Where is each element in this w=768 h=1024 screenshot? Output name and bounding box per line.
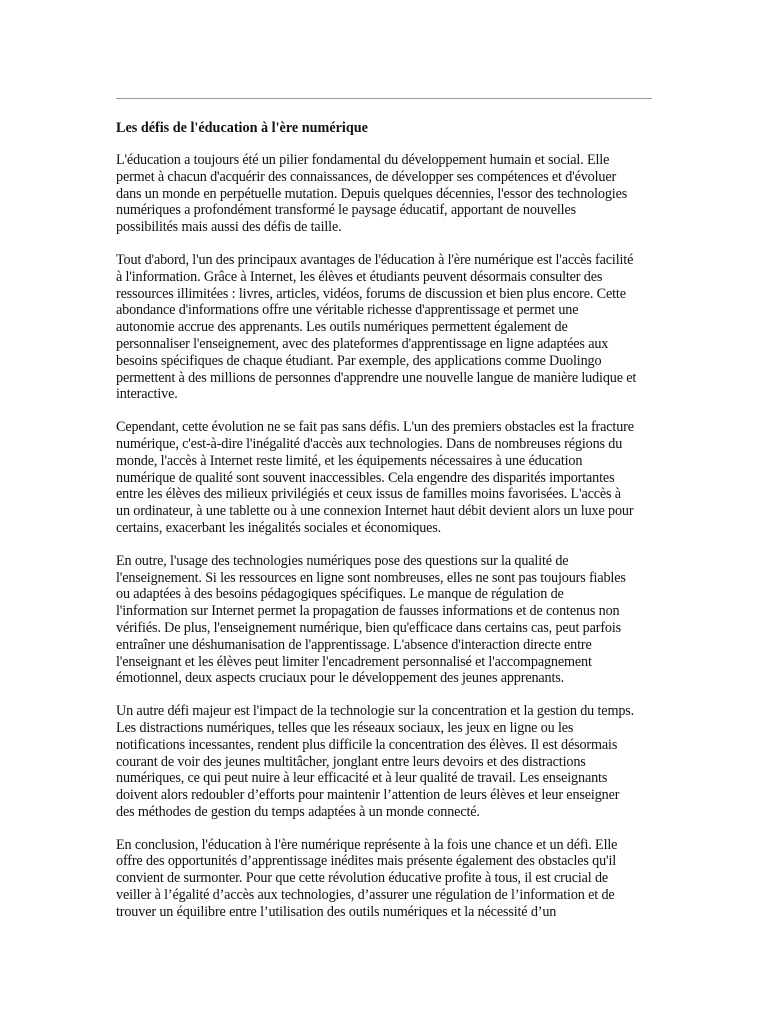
text-line: l'enseignant et les élèves peut limiter l'encadrement personnalisé et l'accompagnement	[116, 653, 592, 670]
text-line: permet à chacun d'acquérir des connaissances, de développer ses compétences et d'évoluer	[116, 168, 617, 185]
text-line: En outre, l'usage des technologies numériques pose des questions sur la qualité de	[116, 552, 569, 569]
text-line: certains, exacerbant les inégalités sociales et économiques.	[116, 519, 442, 536]
top-divider	[116, 98, 652, 99]
paragraph-2	[116, 252, 656, 403]
text-line: personnaliser l'enseignement, avec des plateformes d'apprentissage en ligne adaptées aux	[116, 335, 609, 352]
text-line: entre les élèves des milieux privilégiés et ceux issus de familles moins favorisées. L'accès à	[116, 486, 621, 503]
paragraph-4	[116, 553, 656, 687]
text-line: autonomie accrue des apprenants. Les outils numériques permettent également de	[116, 319, 568, 336]
text-line: permettent à des millions de personnes d'apprendre une nouvelle langue de manière ludique et	[116, 369, 637, 386]
text-line: courant de voir des jeunes multitâcher, jonglant entre leurs devoirs et des distractions	[116, 753, 586, 770]
text-line: trouver un équilibre entre l’utilisation des outils numériques et la nécessité d’un	[116, 903, 557, 920]
text-line: l'enseignement. Si les ressources en ligne sont nombreuses, elles ne sont pas toujours fiables	[116, 569, 626, 586]
text-line: Un autre défi majeur est l'impact de la technologie sur la concentration et la gestion du temps.	[116, 703, 635, 720]
paragraph-1	[116, 152, 656, 236]
text-line: émotionnel, deux aspects cruciaux pour le développement des jeunes apprenants.	[116, 670, 565, 687]
text-line: entraîner une déshumanisation de l'apprentissage. L'absence d'interaction directe entre	[116, 636, 592, 653]
text-line: ou adaptées à des besoins pédagogiques spécifiques. Le manque de régulation de	[116, 586, 564, 603]
text-line: numérique de qualité sont souvent inaccessibles. Cela engendre des disparités importantes	[116, 469, 615, 486]
document-body	[116, 152, 656, 937]
text-line: offre des opportunités d’apprentissage inédites mais présente également des obstacles qu'il	[116, 853, 617, 870]
text-line: dans un monde en perpétuelle mutation. Depuis quelques décennies, l'essor des technologies	[116, 185, 628, 202]
text-line: convient de surmonter. Pour que cette révolution éducative profite à tous, il est crucial de	[116, 870, 609, 887]
text-line: besoins spécifiques de chaque étudiant. Par exemple, des applications comme Duolingo	[116, 352, 602, 369]
text-line: numériques a profondément transformé le paysage éducatif, apportant de nouvelles	[116, 202, 576, 219]
text-line: monde, l'accès à Internet reste limité, et les équipements nécessaires à une éducation	[116, 452, 583, 469]
text-line: abondance d'informations offre une véritable richesse d'apprentissage et permet une	[116, 302, 579, 319]
text-line: à l'information. Grâce à Internet, les élèves et étudiants peuvent désormais consulter des	[116, 268, 603, 285]
text-line: Les distractions numériques, telles que les réseaux sociaux, les jeux en ligne ou les	[116, 719, 574, 736]
text-line: possibilités mais aussi des défis de taille.	[116, 219, 342, 236]
text-line: numériques, ce qui peut nuire à leur efficacité et à leur qualité de travail. Les enseignants	[116, 770, 608, 787]
text-line: ressources illimitées : livres, articles, vidéos, forums de discussion et bien plus encore. Cette	[116, 285, 626, 302]
text-line: interactive.	[116, 386, 178, 403]
text-line: Tout d'abord, l'un des principaux avantages de l'éducation à l'ère numérique est l'accès facilité	[116, 251, 634, 268]
paragraph-6	[116, 837, 656, 921]
text-line: l'information sur Internet permet la propagation de fausses informations et de contenus non	[116, 603, 620, 620]
paragraph-3	[116, 419, 656, 537]
text-line: un ordinateur, à une tablette ou à une connexion Internet haut débit devient alors un luxe pour	[116, 503, 634, 520]
paragraph-5	[116, 703, 656, 821]
text-line: notifications incessantes, rendent plus difficile la concentration des élèves. Il est désormais	[116, 736, 618, 753]
text-line: Cependant, cette évolution ne se fait pas sans défis. L'un des premiers obstacles est la fracture	[116, 419, 634, 436]
text-line: veiller à l’égalité d’accès aux technologies, d’assurer une régulation de l’information et de	[116, 887, 615, 904]
text-line: vérifiés. De plus, l'enseignement numérique, bien qu'efficace dans certains cas, peut parfois	[116, 619, 622, 636]
text-line: L'éducation a toujours été un pilier fondamental du développement humain et social. Elle	[116, 152, 610, 168]
text-line: numérique, c'est-à-dire l'inégalité d'accès aux technologies. Dans de nombreuses régions du	[116, 435, 623, 452]
document-title: Les défis de l'éducation à l'ère numérique	[116, 120, 368, 136]
text-line: doivent alors redoubler d’efforts pour maintenir l’attention de leurs élèves et leur enseigner	[116, 787, 620, 804]
text-line: des méthodes de gestion du temps adaptées à un monde connecté.	[116, 803, 480, 820]
text-line: En conclusion, l'éducation à l'ère numérique représente à la fois une chance et un défi. Elle	[116, 836, 618, 853]
